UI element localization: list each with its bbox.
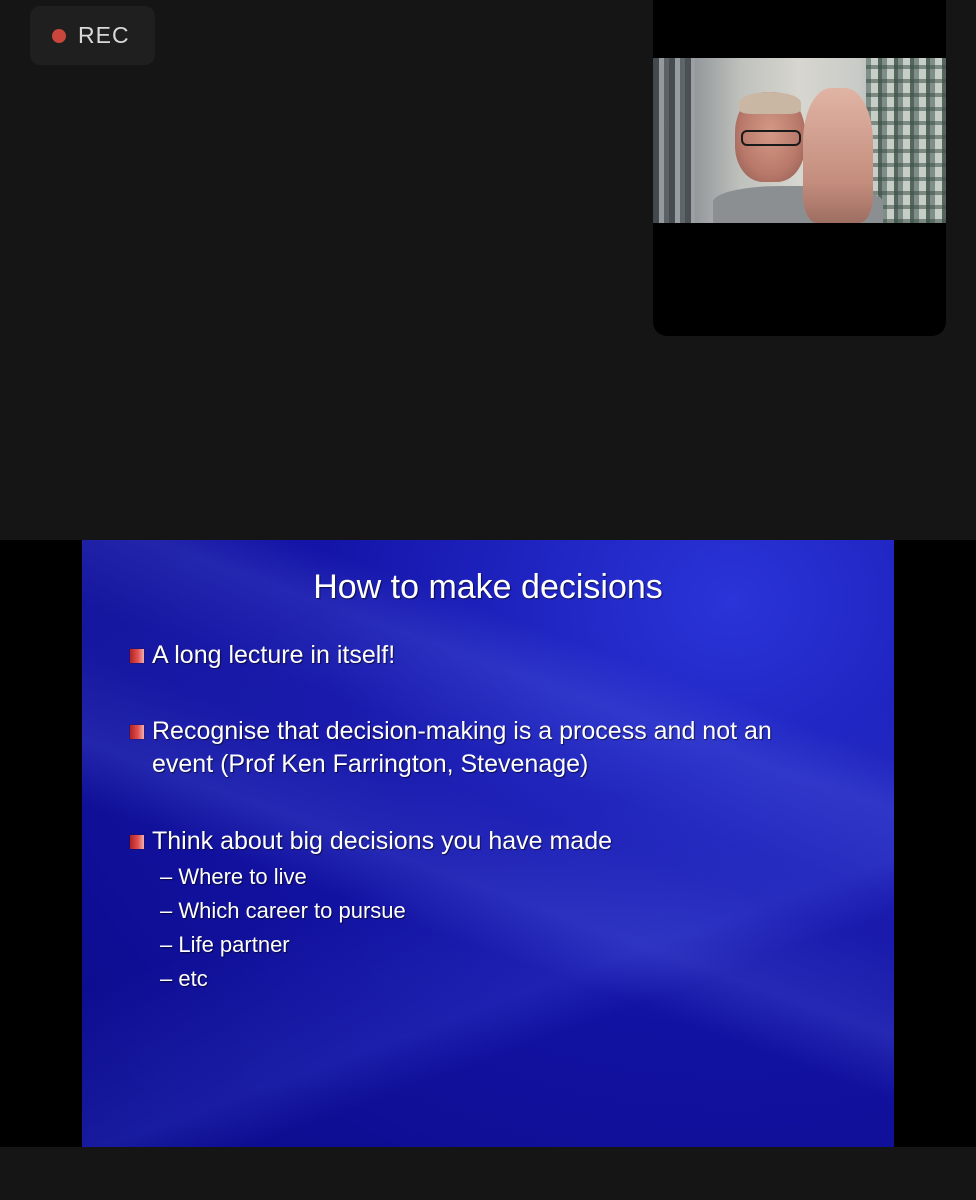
participant-hair (739, 92, 801, 114)
slide-sub-item: – etc (160, 966, 208, 991)
record-dot-icon (52, 29, 66, 43)
slide-bullet-2 (132, 715, 832, 781)
recording-indicator[interactable] (30, 6, 155, 65)
slide-sub-item: – Life partner (160, 932, 290, 957)
slide-bullet-1 (132, 639, 832, 672)
participant-video-tile[interactable] (653, 0, 946, 336)
shared-slide (82, 540, 894, 1147)
video-background-curtain-left (653, 58, 695, 223)
slide-title: How to make decisions (313, 568, 663, 606)
slide-sub-item: – Which career to pursue (160, 898, 406, 923)
bullet-square-icon (130, 835, 144, 849)
slide-bullet-3 (132, 825, 832, 858)
participant-video-feed (653, 58, 946, 223)
bullet-square-icon (130, 649, 144, 663)
bullet-square-icon (130, 725, 144, 739)
bottom-bar (0, 1147, 976, 1200)
slide-sub-item: – Where to live (160, 864, 307, 889)
participant-glasses (741, 130, 801, 146)
slide-bullet-text: Recognise that decision-making is a process and not an event (Prof Ken Farrington, Stevenage) (152, 717, 772, 778)
recording-label: REC (78, 22, 130, 48)
slide-bullet-text: Think about big decisions you have made (152, 827, 613, 855)
slide-bullet-text: A long lecture in itself! (152, 641, 396, 669)
participant-hand (803, 88, 873, 223)
